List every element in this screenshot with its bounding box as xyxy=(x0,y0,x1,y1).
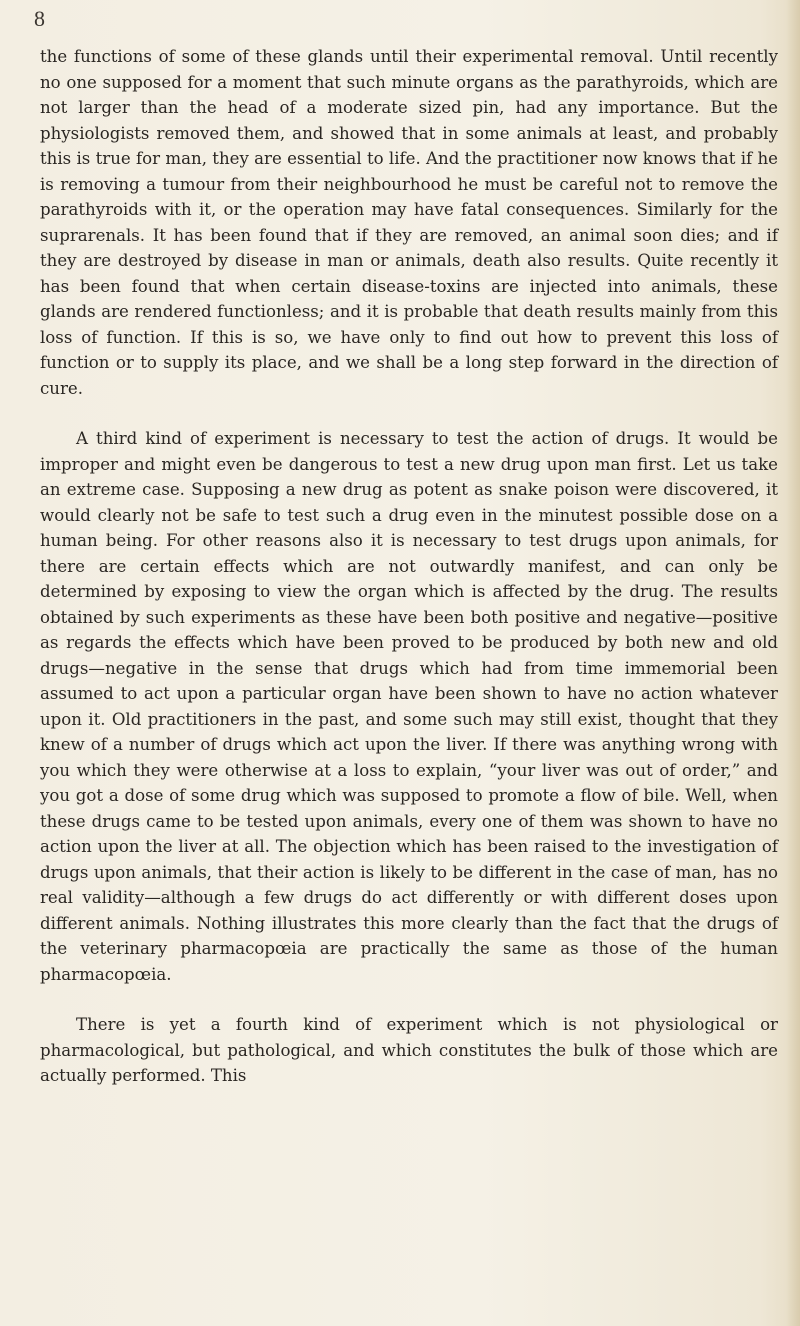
paragraph-2: A third kind of experiment is necessary to test the action of drugs. It would be improper and might even be dangerous to test a new drug upon man first. Let us take an extreme case. Supposing a new drug as potent as snake poison were discovered, it would clearly not be safe to test such a drug even in the minutest possible dose on a human being. For other reasons also it is necessary to test drugs upon animals, for there are certain effects which are not outwardly manifest, and can only be determined by exposing to view the organ which is affected by the drug. The results obtained by such experiments as these have been both positive and negative—positive as regards the effects which have been proved to be produced by both new and old drugs—negative in the sense that drugs which had from time immemorial been assumed to act upon a particular organ have been shown to have no action whatever upon it. Old practitioners in the past, and some such may still exist, thought that they knew of a number of drugs which act upon the liver. If there was anything wrong with you which they were otherwise at a loss to explain, “your liver was out of order,” and you got a dose of some drug which was supposed to promote a flow of bile. Well, when these drugs came to be tested upon animals, every one of them was shown to have no action upon the liver at all. The objection which has been raised to the investigation of drugs upon animals, that their action is likely to be different in the case of man, has no real validity—although a few drugs do act differently or with different doses upon different animals. Nothing illustrates this more clearly than the fact that the drugs of the veterinary pharmacopœia are practically the same as those of the human pharmacopœia. xyxy=(40,429,778,984)
page-number: 8 xyxy=(34,6,45,31)
page-edge-shadow xyxy=(786,0,800,1326)
paragraph-1: the functions of some of these glands until their experimental removal. Until recently no one supposed for a moment that such minute organs as the parathyroids, which are not larger than the head of a moderate sized pin, had any importance. But the physiologists removed them, and showed that in some animals at least, and probably this is true for man, they are essential to life. And the practitioner now knows that if he is removing a tumour from their neighbourhood he must be careful not to remove the parathyroids with it, or the operation may have fatal consequences. Similarly for the suprarenals. It has been found that if they are removed, an animal soon dies; and if they are destroyed by disease in man or animals, death also results. Quite recently it has been found that when certain disease-toxins are injected into animals, these glands are rendered functionless; and it is probable that death results mainly from this loss of function. If this is so, we have only to find out how to prevent this loss of function or to supply its place, and we shall be a long step forward in the direction of cure. xyxy=(40,47,778,398)
body-text xyxy=(40,44,778,1089)
paragraph-3: There is yet a fourth kind of experiment which is not physiological or pharmacological, but pathological, and which constitutes the bulk of those which are actually performed. This xyxy=(40,1015,778,1085)
